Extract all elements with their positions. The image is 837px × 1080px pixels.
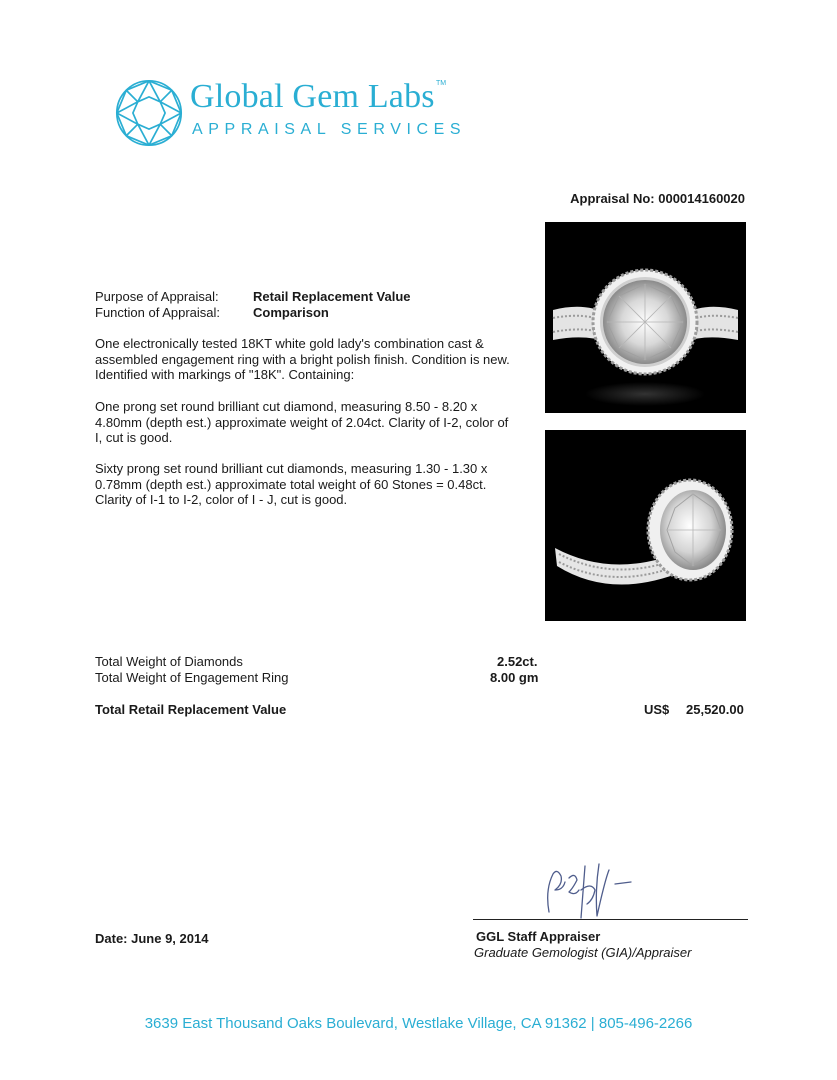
footer-address: 3639 East Thousand Oaks Boulevard, Westlake Village, CA 91362 | 805-496-2266 [144,1015,693,1032]
signature-line [473,919,748,920]
appraisal-date: Date: June 9, 2014 [95,931,209,946]
total-ring-weight-value: 8.00 gm [490,670,539,685]
total-ring-weight-label: Total Weight of Engagement Ring [95,670,289,685]
total-retail-currency: US$ [644,702,670,717]
round-brilliant-diamond-icon [114,78,184,148]
ring-side-view-photo [545,430,746,621]
total-retail-value: 25,520.00 [686,702,744,717]
ring-top-view-photo [545,222,746,413]
trademark-mark: TM [436,80,447,87]
center-stone-description: One prong set round brilliant cut diamond, measuring 8.50 - 8.20 x 4.80mm (depth est.) approximate weight of 2.04ct. Clarity of I-2, color of I, cut is good. [95,399,509,446]
appraiser-credentials: Graduate Gemologist (GIA)/Appraiser [474,945,692,960]
appraiser-title: GGL Staff Appraiser [476,929,601,944]
total-retail-value-label: Total Retail Replacement Value [95,702,287,717]
total-diamonds-value: 2.52ct. [497,654,538,669]
brand-tagline: APPRAISAL SERVICES [192,121,467,138]
appraisal-number: Appraisal No: 000014160020 [570,191,745,206]
purpose-label: Purpose of Appraisal: [95,289,219,304]
brand-name: Global Gem Labs [190,78,435,115]
side-stones-description: Sixty prong set round brilliant cut diamonds, measuring 1.30 - 1.30 x 0.78mm (depth est.) approximate total weight of 60 Stones = 0.48ct. Clarity of I-1 to I-2, color of I - J, cut is good. [95,461,488,508]
function-label: Function of Appraisal: [95,305,221,320]
total-diamonds-label: Total Weight of Diamonds [95,654,243,669]
ring-description: One electronically tested 18KT white gold lady's combination cast & assembled engagement ring with a bright polish finish. Condition is new. Identified with markings of "18K". Containing: [95,336,510,383]
appraiser-signature [535,860,645,926]
purpose-value: Retail Replacement Value [253,289,411,304]
function-value: Comparison [253,305,329,320]
